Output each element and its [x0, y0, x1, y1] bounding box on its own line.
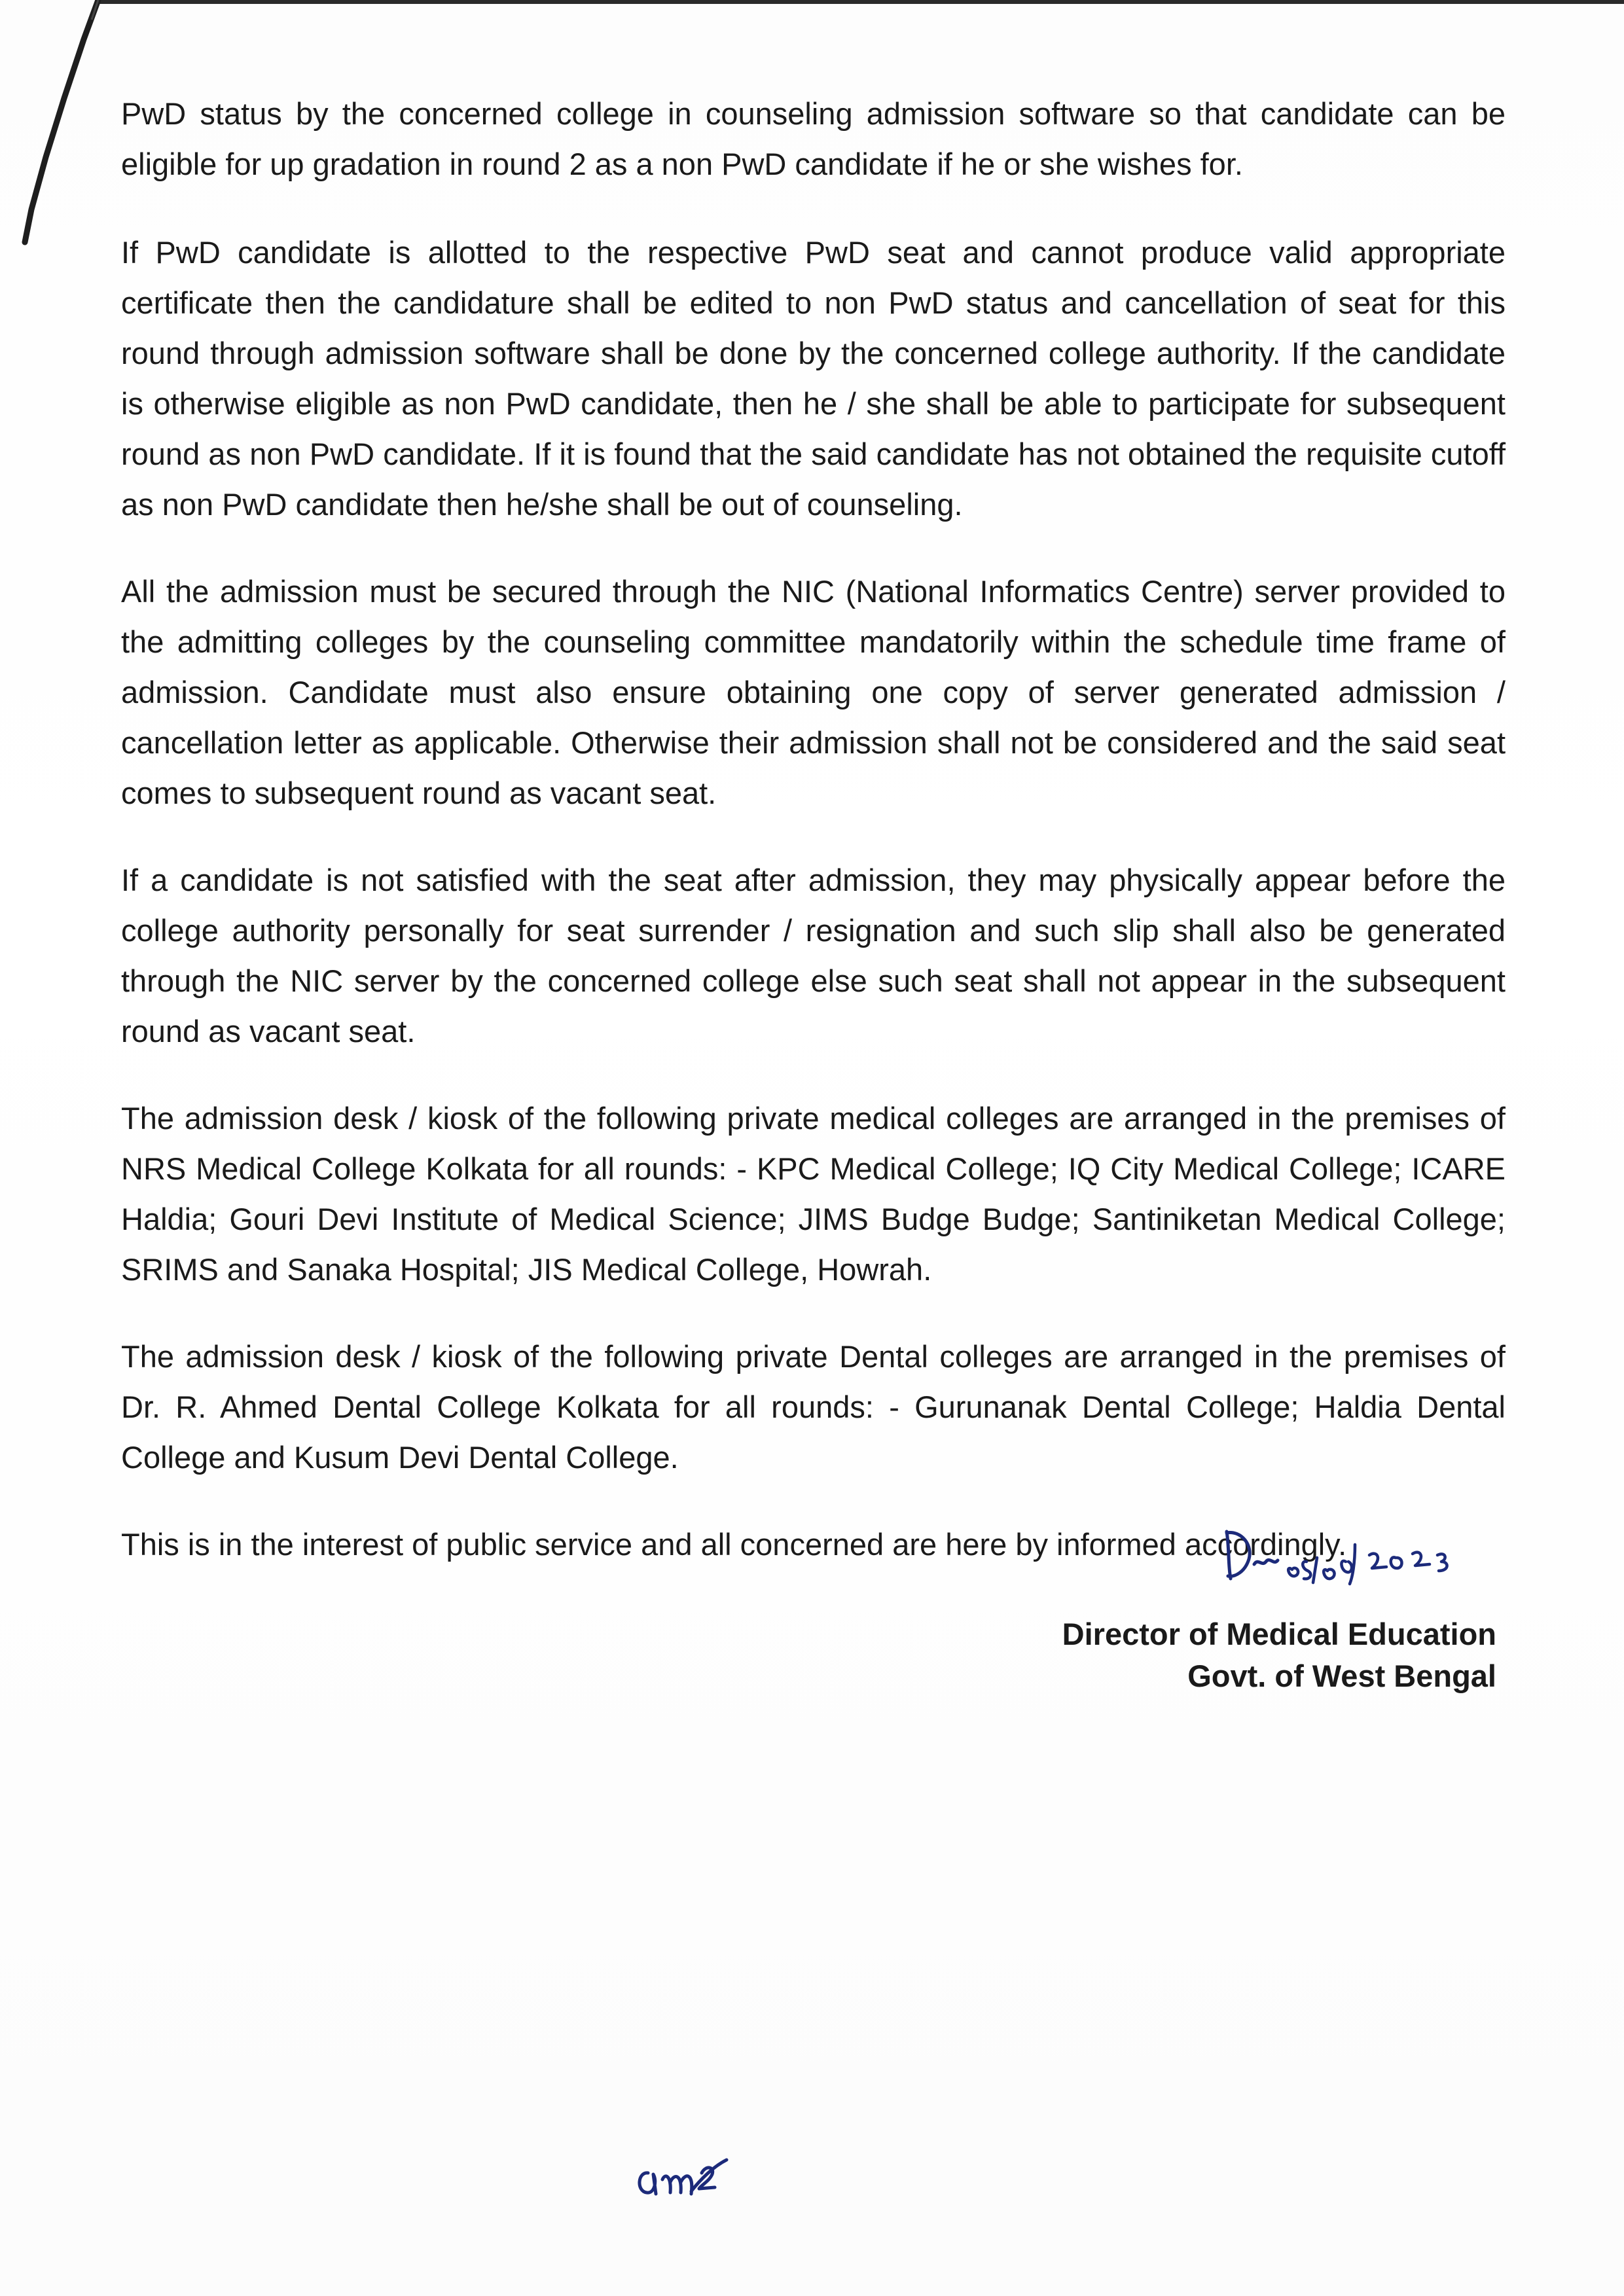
paragraph-seat-surrender: If a candidate is not satisfied with the seat after admission, they may physically appear before the college authority personally for seat surrender / resignation and such slip shall also be generated through the NIC server by the concerned college else such seat shall not appear in the subsequent round as vacant seat.: [121, 863, 1506, 1049]
paragraph-dental-kiosk: The admission desk / kiosk of the following private Dental colleges are arranged in the premises of Dr. R. Ahmed Dental College Kolkata for all rounds: - Gurunanak Dental College; Haldia Dental College and Kusum Devi Dental College.: [121, 1339, 1506, 1475]
signatory-organization: Govt. of West Bengal: [1187, 1659, 1496, 1693]
signatory-designation: Director of Medical Education: [1062, 1617, 1496, 1651]
paragraph-pwd-allotment: If PwD candidate is allotted to the respective PwD seat and cannot produce valid appropriate certificate then the candidature shall be edited to non PwD status and cancellation of seat for this round through admission software shall be done by the concerned college authority. If the candidate is otherwise eligible as non PwD candidate, then he / she shall be able to participate for subsequent round as non PwD candidate. If it is found that the said candidate has not obtained the requisite cutoff as non PwD candidate then he/she shall be out of counseling.: [121, 235, 1506, 522]
paragraph-medical-kiosk: The admission desk / kiosk of the following private medical colleges are arranged in the premises of NRS Medical College Kolkata for all rounds: - KPC Medical College; IQ City Medical College; ICARE Haldia; Gouri Devi Institute of Medical Science; JIMS Budge Budge; Santiniketan Medical College; SRIMS and Sanaka Hospital; JIS Medical College, Howrah.: [121, 1101, 1506, 1287]
handwritten-initials: [628, 2134, 746, 2206]
paragraph-public-service: This is in the interest of public service and all concerned are here by informed accordingly.: [121, 1527, 1347, 1562]
scan-top-edge: [98, 0, 1624, 4]
signature-block: [999, 1545, 1496, 1697]
handwritten-signature: [1215, 1518, 1490, 1590]
paragraph-nic-server: All the admission must be secured through the NIC (National Informatics Centre) server provided to the admitting colleges by the counseling committee mandatorily within the schedule time frame of admission. Candidate must also ensure obtaining one copy of server generated admission / cancellation letter as applicable. Otherwise their admission shall not be considered and the said seat comes to subsequent round as vacant seat.: [121, 574, 1506, 810]
paragraph-pwd-status: PwD status by the concerned college in counseling admission software so that candidate can be eligible for up gradation in round 2 as a non PwD candidate if he or she wishes for.: [121, 96, 1506, 181]
letter-body: [121, 88, 1506, 1606]
